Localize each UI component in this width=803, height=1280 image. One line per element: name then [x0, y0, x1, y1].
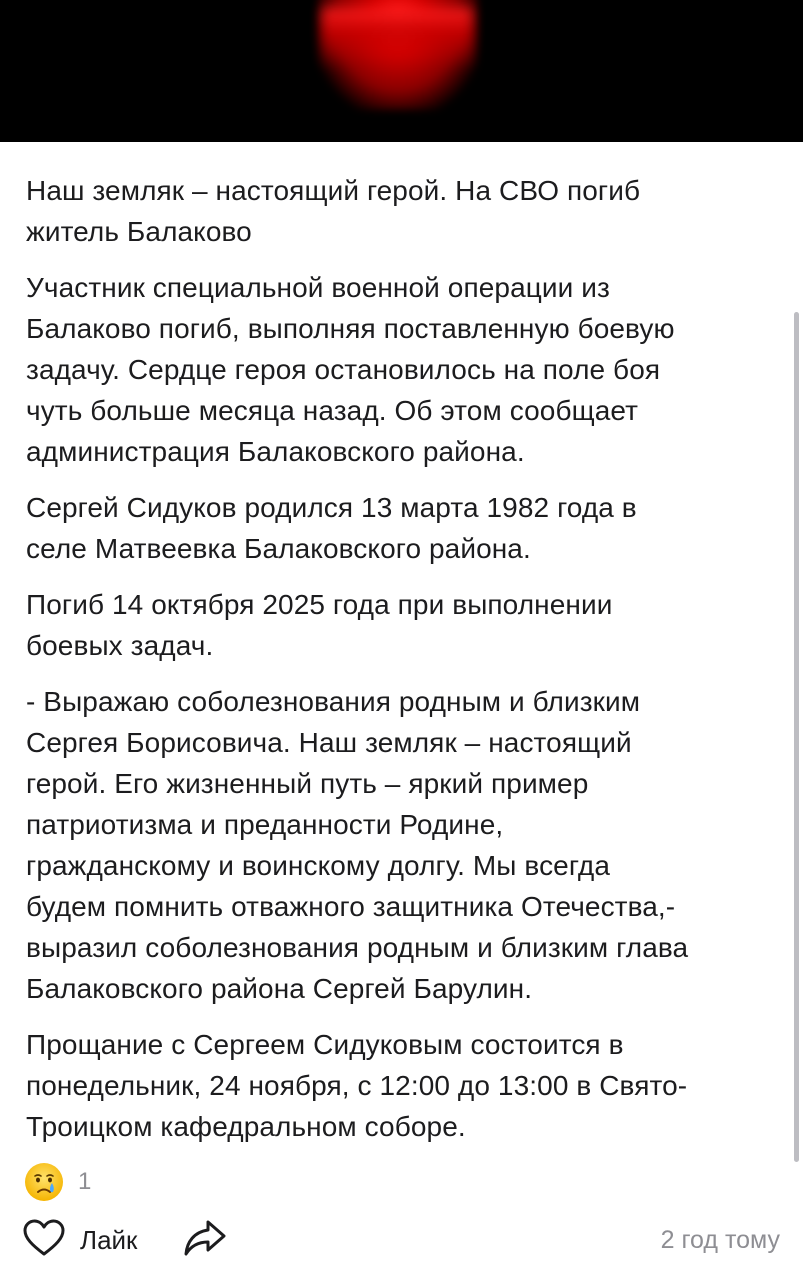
like-label: Лайк	[80, 1225, 138, 1255]
reaction-count: 1	[78, 1168, 92, 1195]
post-timestamp: 2 год тому	[660, 1226, 780, 1254]
scrollbar[interactable]	[794, 312, 799, 1162]
share-arrow-icon	[182, 1245, 228, 1262]
like-button[interactable]	[22, 1218, 137, 1263]
post-footer	[22, 1214, 782, 1264]
post-image[interactable]	[0, 0, 803, 142]
heart-outline-icon	[22, 1218, 66, 1263]
candle-flame-core	[322, 8, 472, 68]
post-paragraph: Погиб 14 октября 2025 года при выполнении боевых задач.	[26, 589, 613, 661]
post-paragraph: Сергей Сидуков родился 13 марта 1982 года в селе Матвеевка Балаковского района.	[26, 492, 637, 564]
share-button[interactable]	[182, 1218, 228, 1263]
post-paragraph: Участник специальной военной операции из Балаково погиб, выполняя поставленную боевую задачу. Сердце героя остановилось на поле боя чуть больше месяца назад. Об этом сообщает администрация Балаковского района.	[26, 272, 675, 467]
crying-face-emoji-icon[interactable]	[24, 1162, 64, 1202]
post-paragraph: Прощание с Сергеем Сидуковым состоится в понедельник, 24 ноября, с 12:00 до 13:00 в Свято- Троицком кафедральном соборе.	[26, 1029, 688, 1142]
post-text	[26, 170, 786, 1162]
reaction-bar[interactable]	[24, 1160, 91, 1204]
post-paragraph: - Выражаю соболезнования родным и близким Сергея Борисовича. Наш земляк – настоящий герой. Его жизненный путь – яркий пример патриотизма и преданности Родине, гражданскому и воинскому долгу. Мы всегда будем помнить отважного защитника Отечества,- выразил соболезнования родным и близким глава Балаковского района Сергей Барулин.	[26, 686, 689, 1004]
post-headline: Наш земляк – настоящий герой. На СВО погиб житель Балаково	[26, 175, 641, 247]
